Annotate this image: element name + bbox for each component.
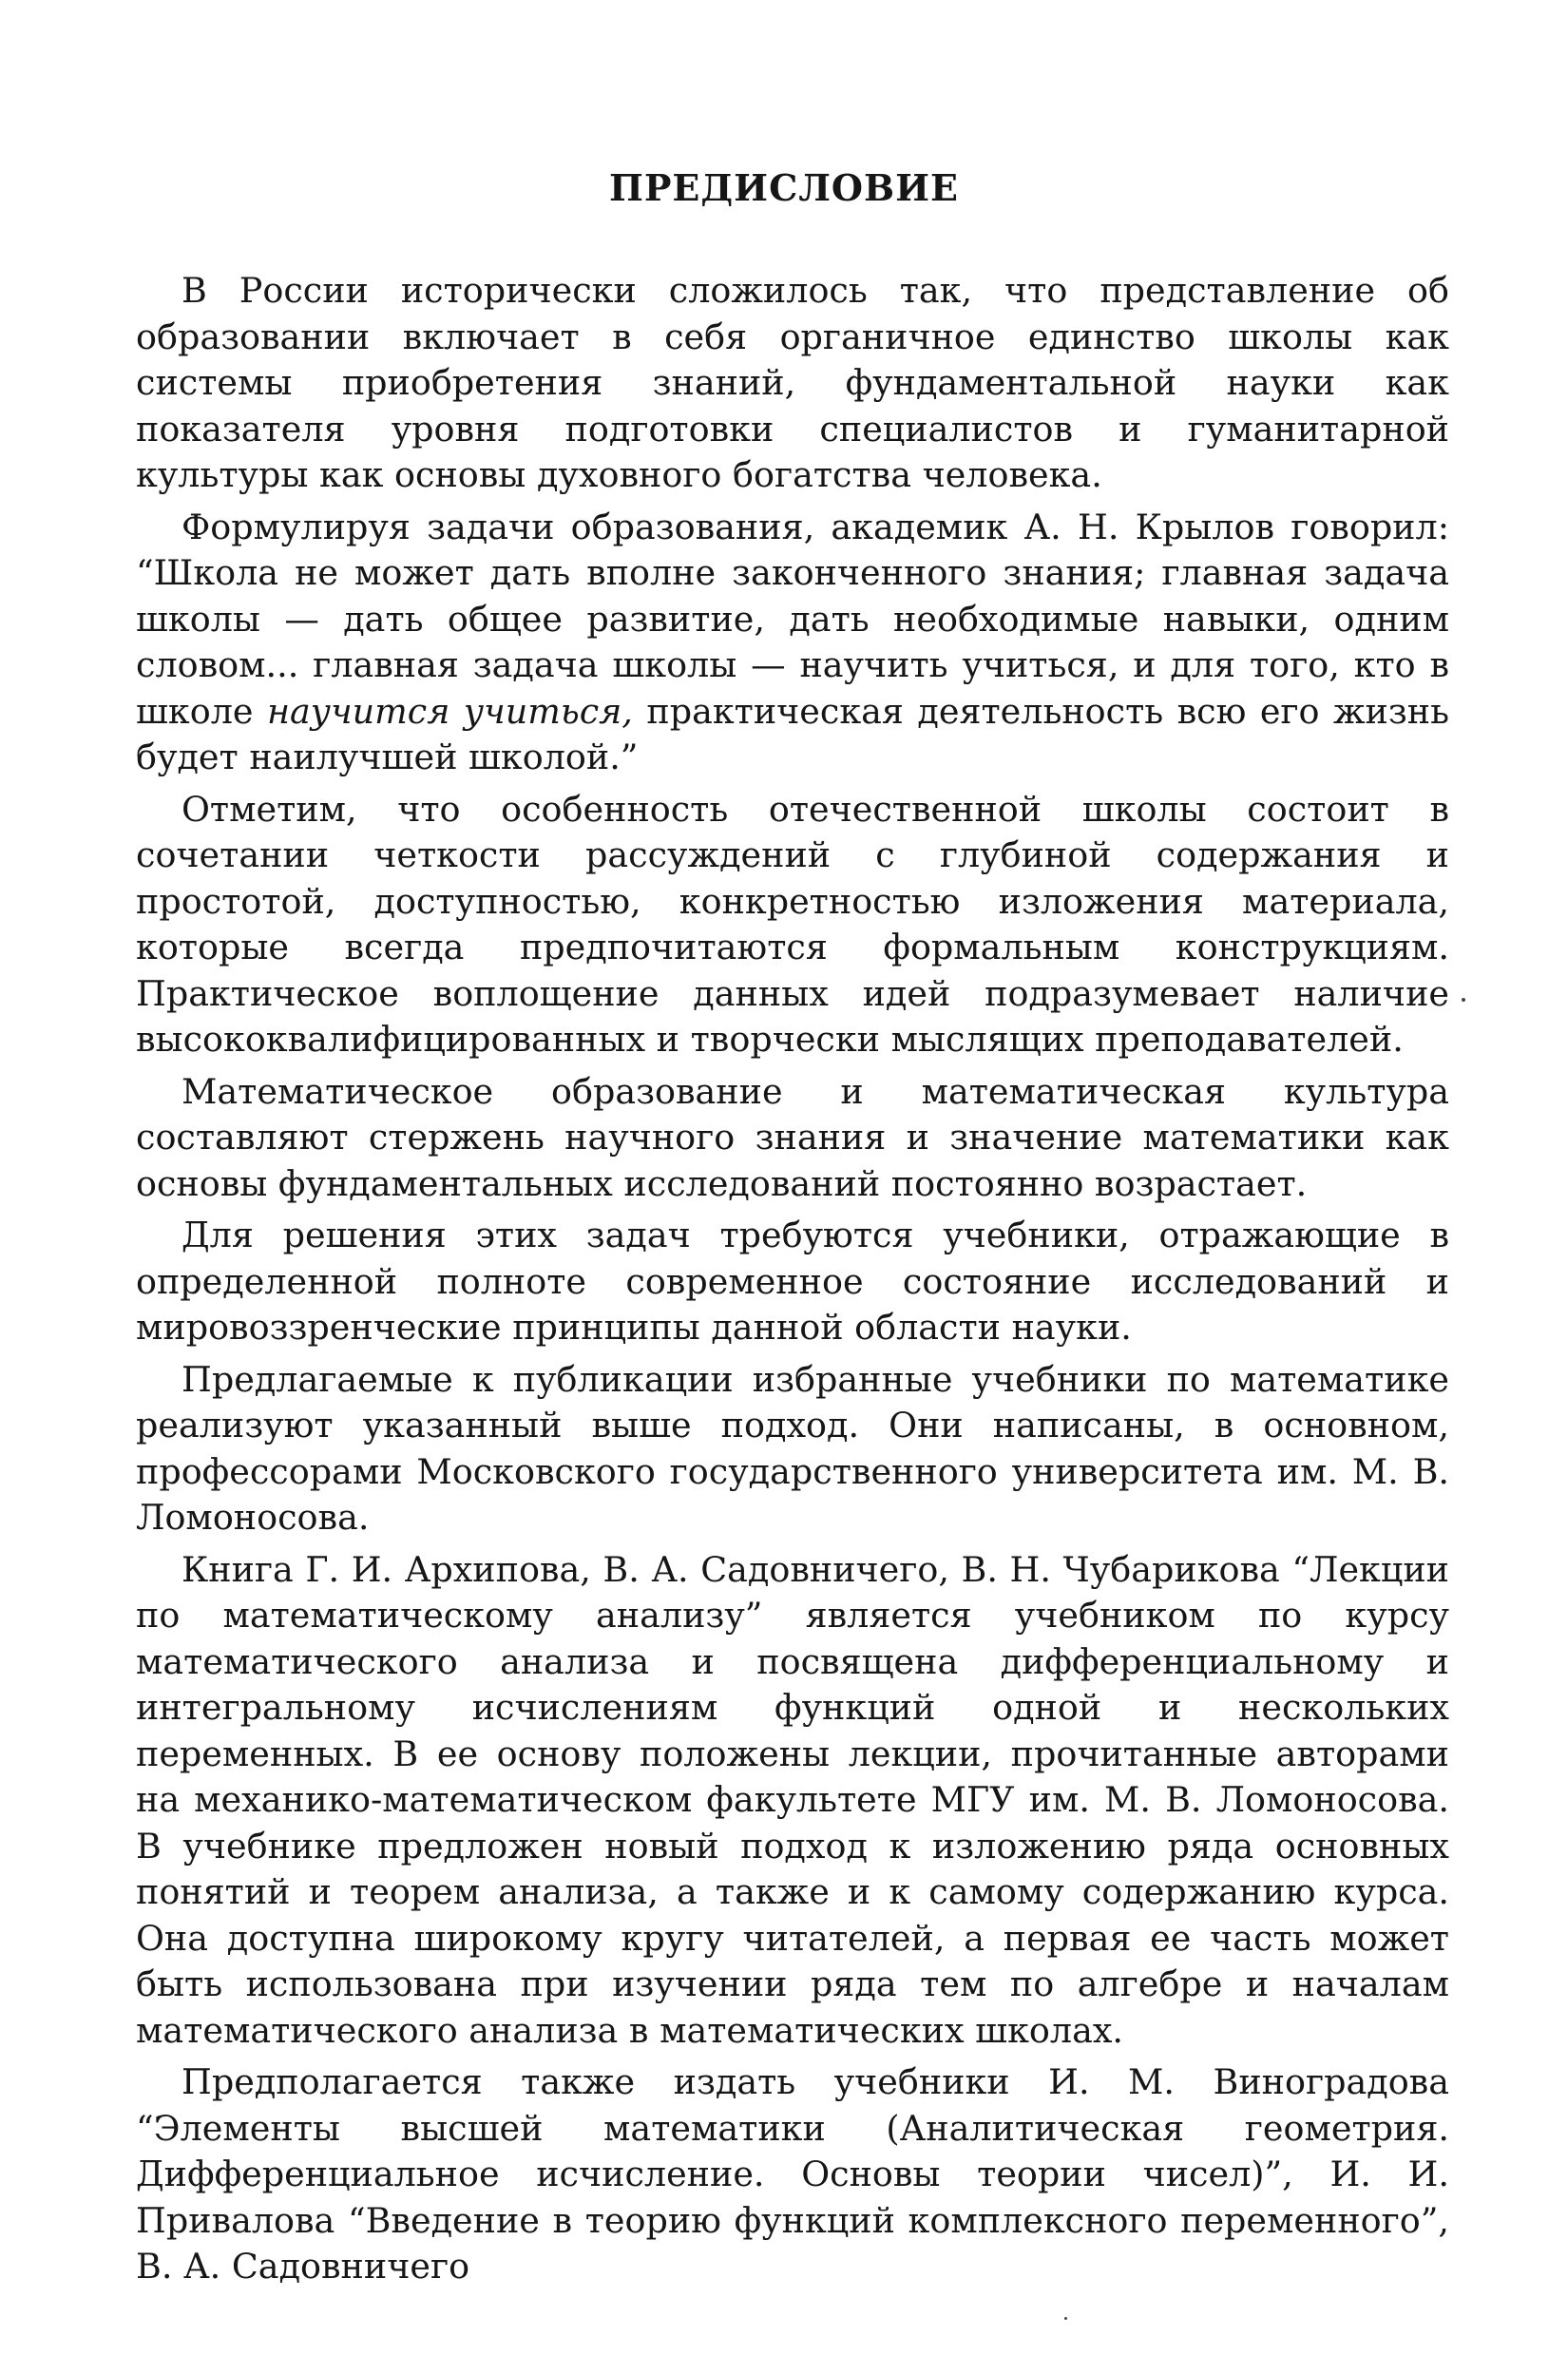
body-text bbox=[136, 268, 1449, 2290]
paragraph-3: Отметим, что особенность отечественной школы состоит в сочетании четкости рассуждений с глубиной содержания и простотой, доступностью, конкретностью изложения материала, которые всегда предпочитаются формальным конструкциям. Практическое воплощение данных идей подразумевает наличие высококвалифицированных и творчески мыслящих преподавателей. bbox=[136, 788, 1449, 1060]
print-speck bbox=[1064, 2317, 1067, 2320]
paragraph-6: Предлагаемые к публикации избранные учебники по математике реализуют указанный выше подход. Они написаны, в основном, профессорами Московского государственного университета им. М. В. Ломоносова. bbox=[136, 1358, 1449, 1538]
page-title: ПРЕДИСЛОВИЕ bbox=[608, 166, 960, 209]
paragraph-8: Предполагается также издать учебники И. М. Виноградова “Элементы высшей математики (Аналитическая геометрия. Дифференциальное исчисление. Основы теории чисел)”, И. И. Привалова “Введение в теорию функций комплексного переменного”, В. А. Садовничего bbox=[136, 2061, 1449, 2287]
paragraph-4: Математическое образование и математическая культура составляют стержень научного знания и значение математики как основы фундаментальных исследований постоянно возрастает. bbox=[136, 1070, 1449, 1204]
print-speck bbox=[1462, 998, 1465, 1002]
paragraph-5: Для решения этих задач требуются учебники, отражающие в определенной полноте современное состояние исследований и мировоззренческие принципы данной области науки. bbox=[136, 1215, 1449, 1348]
paragraph-2 bbox=[136, 505, 1449, 781]
paragraph-2-lead: Формулируя задачи образования, академик А. Н. Крылов говорил: “Школа не может дать вполне законченного знания; главная задача школы — дать общее развитие, дать необходимые навыки, одним словом... главная задача школы — научить учиться, и для того, кто в школе bbox=[136, 506, 1449, 732]
paragraph-2-tail: практическая деятельность всю его жизнь будет наилучшей школой.” bbox=[136, 690, 1449, 777]
paragraph-7: Книга Г. И. Архипова, В. А. Садовничего, В. Н. Чубарикова “Лекции по математическому анализу” является учебником по курсу математического анализа и посвящена дифференциальному и интегральному исчислениям функций одной и нескольких переменных. В ее основу положены лекции, прочитанные авторами на механико-математическом факультете МГУ им. М. В. Ломоносова. В учебнике предложен новый подход к изложению ряда основных понятий и теорем анализа, а также и к самому содержанию курса. Она доступна широкому кругу читателей, а первая ее часть может быть использована при изучении ряда тем по алгебре и началам математического анализа в математических школах. bbox=[136, 1548, 1449, 2051]
paragraph-1: В России исторически сложилось так, что представление об образовании включает в себя органичное единство школы как системы приобретения знаний, фундаментальной науки как показателя уровня подготовки специалистов и гуманитарной культуры как основы духовного богатства человека. bbox=[136, 270, 1449, 495]
paragraph-2-emphasis: научится учиться, bbox=[266, 690, 633, 732]
